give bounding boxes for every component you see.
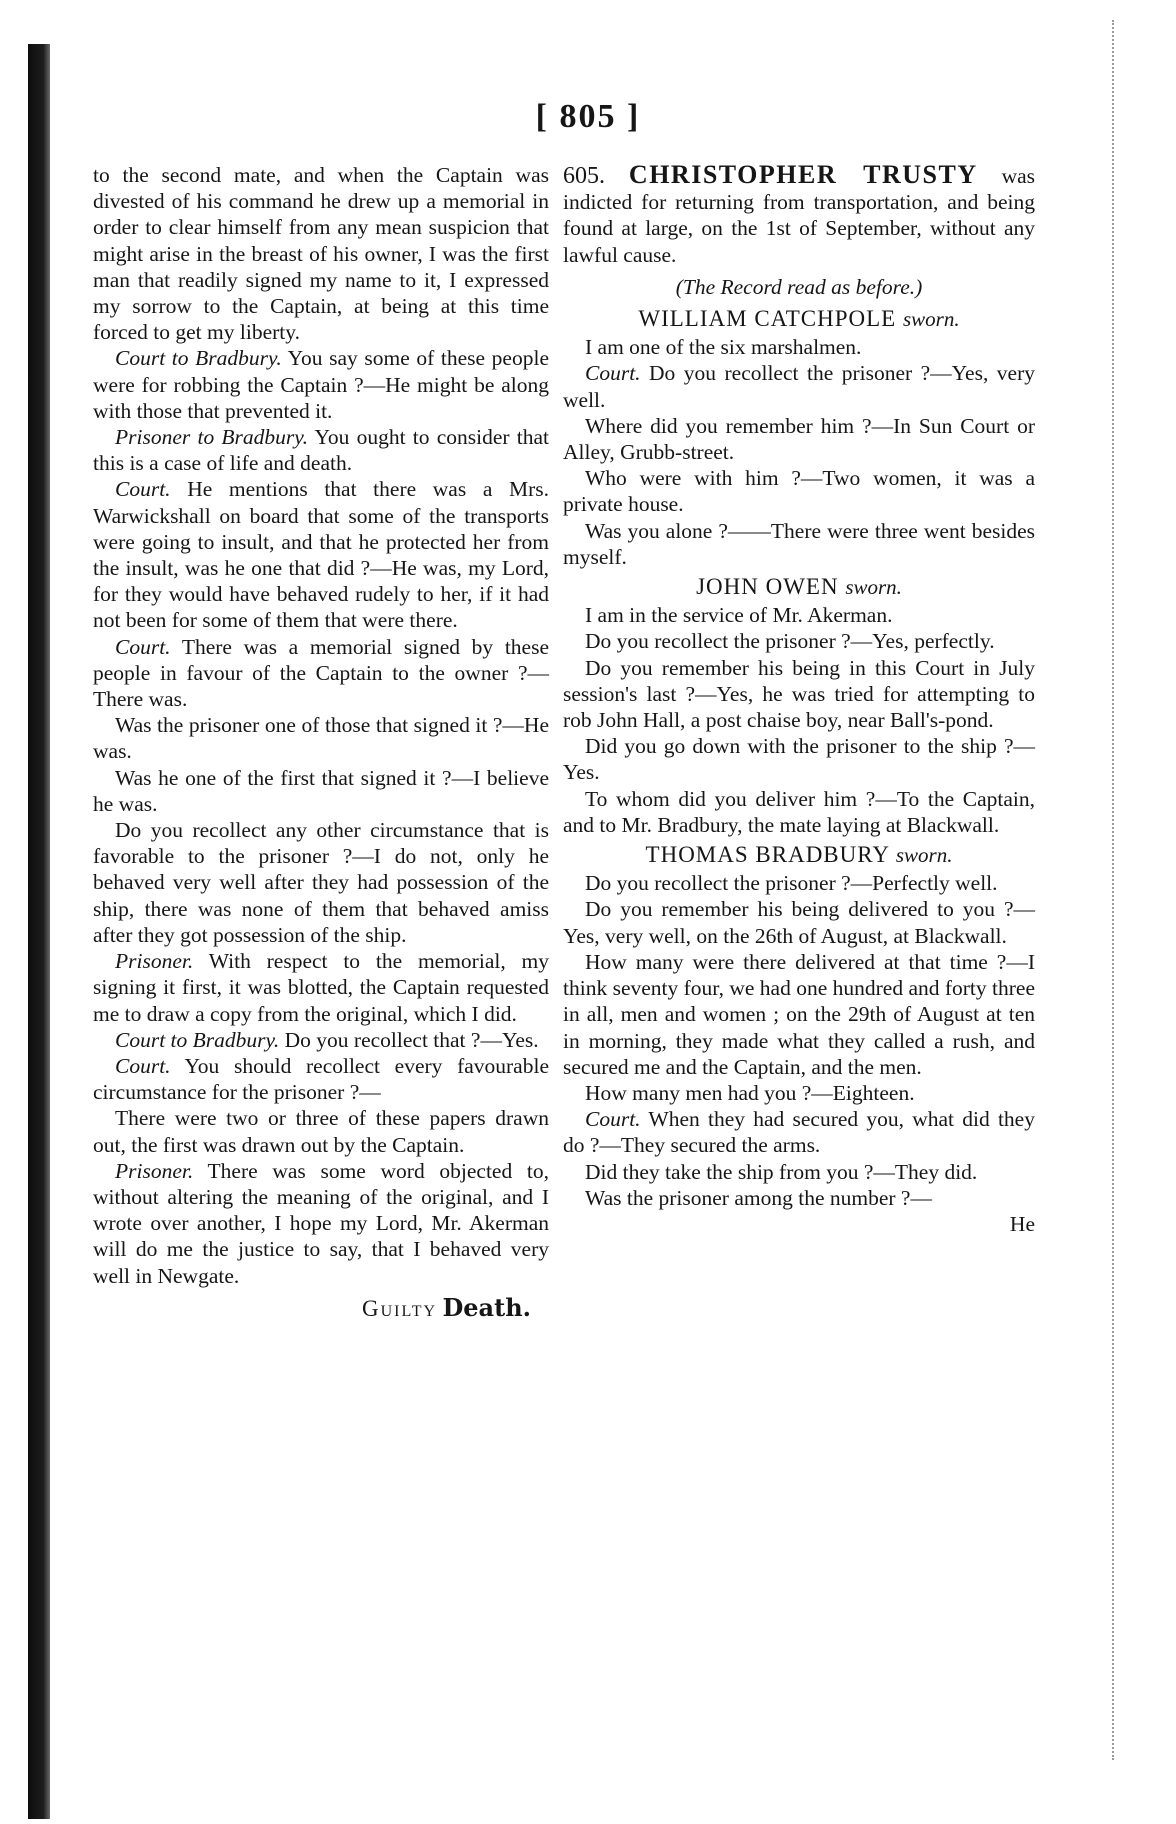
witness-name: THOMAS BRADBURY <box>645 842 890 868</box>
paragraph <box>93 712 549 764</box>
indictment-text: was indicted for returning from transportation, and being found at large, on the 1st of September, without any lawful cause. <box>563 164 1035 267</box>
testimony-text: How many men had you ?—Eighteen. <box>585 1080 915 1105</box>
paragraph <box>93 345 549 424</box>
testimony-line <box>563 1185 1035 1211</box>
testimony-text: Did you go down with the prisoner to the ship ?—Yes. <box>563 734 1035 785</box>
testimony-text: When they had secured you, what did they do ?—They secured the arms. <box>563 1107 1035 1158</box>
testimony-line <box>563 870 1035 896</box>
testimony-text: Do you recollect the prisoner ?—Yes, perfectly. <box>585 629 995 654</box>
testimony-text: Did they take the ship from you ?—They did. <box>585 1159 978 1184</box>
speaker-label: Prisoner to Bradbury. <box>115 425 309 450</box>
sworn-label: sworn. <box>845 575 902 600</box>
paragraph-text: There was a memorial signed by these people in favour of the Captain to the owner ?—There was. <box>93 634 549 712</box>
speaker-label: Court to Bradbury. <box>115 346 282 371</box>
testimony-text: Do you recollect the prisoner ?—Perfectly well. <box>585 871 998 896</box>
testimony-text: Do you recollect the prisoner ?—Yes, very well. <box>563 361 1035 412</box>
speaker-label: Court. <box>585 1107 641 1132</box>
paragraph <box>93 424 549 476</box>
testimony-text: Who were with him ?—Two women, it was a private house. <box>563 466 1035 517</box>
paragraph-text: There was some word objected to, without altering the meaning of the original, and I wrote over another, I hope my Lord, Mr. Akerman will do me the justice to say, that I behaved very well in Newgate. <box>93 1158 549 1288</box>
testimony-line <box>563 465 1035 517</box>
verdict-guilty: Guilty <box>361 1295 438 1321</box>
sworn-label: sworn. <box>895 843 953 868</box>
speaker-label: Court. <box>115 1053 171 1078</box>
catchword: He <box>1009 1211 1035 1236</box>
testimony-line <box>563 1106 1035 1158</box>
testimony-line <box>563 334 1035 360</box>
paragraph <box>93 476 549 633</box>
testimony-text: Do you remember his being delivered to you ?—Yes, very well, on the 26th of August, at Blackwall. <box>563 897 1035 948</box>
paragraph <box>93 1027 549 1053</box>
testimony-text: To whom did you deliver him ?—To the Captain, and to Mr. Bradbury, the mate laying at Blackwall. <box>563 786 1035 837</box>
paragraph <box>93 765 549 817</box>
paragraph-text: He mentions that there was a Mrs. Warwickshall on board that some of the transports were going to insult, and that he protected her from the insult, was he one that did ?—He was, my Lord, for they would have behaved rudely to her, if it had not been for some of them that were there. <box>93 477 550 633</box>
testimony-line <box>563 1080 1035 1106</box>
testimony-line <box>563 949 1035 1080</box>
paragraph <box>93 162 549 345</box>
speaker-label: Court. <box>115 634 171 659</box>
testimony-line <box>563 413 1035 465</box>
paragraph <box>93 948 549 1027</box>
testimony-line <box>563 733 1035 785</box>
testimony-line <box>563 628 1035 654</box>
paragraph-text: Do you recollect any other circumstance that is favorable to the prisoner ?—I do not, only he behaved very well after they had possession of the ship, there was none of them that behaved amiss after they got possession of the ship. <box>93 818 549 947</box>
witness-heading <box>563 574 1035 600</box>
testimony-text: Where did you remember him ?—In Sun Court or Alley, Grubb-street. <box>563 413 1035 465</box>
sworn-label: sworn. <box>902 307 960 332</box>
paragraph-text: There were two or three of these papers drawn out, the first was drawn out by the Captain. <box>93 1106 549 1157</box>
testimony-line <box>563 786 1035 838</box>
paragraph-text: Was the prisoner one of those that signed it ?—He was. <box>93 713 549 764</box>
witness-heading <box>563 306 1035 332</box>
testimony-line <box>563 655 1035 734</box>
testimony-text: How many were there delivered at that time ?—I think seventy four, we had one hundred and forty three in all, men and women ; on the 29th of August at ten in morning, they made what they called a rush, and secured me and the Captain, and the men. <box>563 949 1035 1079</box>
testimony-text: I am one of the six marshalmen. <box>585 335 862 360</box>
paragraph-text: With respect to the memorial, my signing it first, it was blotted, the Captain requested me to draw a copy from the original, which I did. <box>93 949 549 1026</box>
verdict <box>93 1292 549 1322</box>
testimony-line <box>563 896 1035 948</box>
speaker-label: Prisoner. <box>115 949 194 974</box>
paragraph <box>93 1105 549 1157</box>
paragraph <box>93 1053 549 1105</box>
right-column <box>563 162 1035 1237</box>
binding-shadow <box>28 44 50 1819</box>
testimony-line <box>563 602 1035 628</box>
paragraph-text: Was he one of the first that signed it ?—I believe he was. <box>93 765 549 816</box>
witness-name: JOHN OWEN <box>696 574 839 600</box>
defendant-name: CHRISTOPHER TRUSTY <box>628 160 978 189</box>
record-note: (The Record read as before.) <box>675 274 923 299</box>
testimony-text: Do you remember his being in this Court in July session's last ?—Yes, he was tried for attempting to rob John Hall, a post chaise boy, near Ball's-pond. <box>563 655 1035 733</box>
paragraph-text: Do you recollect that ?—Yes. <box>284 1027 539 1052</box>
testimony-line <box>563 518 1035 570</box>
testimony-line <box>563 1159 1035 1185</box>
page-number: [ 805 ] <box>535 98 641 135</box>
paragraph <box>93 634 549 713</box>
paragraph <box>93 1158 549 1289</box>
witness-name: WILLIAM CATCHPOLE <box>638 306 897 332</box>
speaker-label: Prisoner. <box>115 1158 194 1183</box>
paragraph-text: You should recollect every favourable circumstance for the prisoner ?— <box>93 1053 549 1105</box>
paragraph <box>93 817 549 948</box>
verdict-sentence: Death. <box>442 1292 531 1322</box>
testimony-text: Was the prisoner among the number ?— <box>585 1185 932 1210</box>
testimony-line <box>563 360 1035 412</box>
paragraph-text: You say some of these people were for robbing the Captain ?—He might be along with those that prevented it. <box>93 346 549 423</box>
page-edge <box>1112 20 1116 1760</box>
paragraph-text: You ought to consider that this is a case of life and death. <box>93 425 550 476</box>
paragraph-text: to the second mate, and when the Captain was divested of his command he drew up a memorial in order to clear himself from any mean suspicion that might arise in the breast of his owner, I was the first man that readily signed my name to it, I expressed my sorrow to the Captain, at being at this time forced to get my liberty. <box>93 163 549 345</box>
speaker-label: Court. <box>115 477 171 502</box>
testimony-text: Was you alone ?——There were three went besides myself. <box>563 518 1035 569</box>
left-column <box>93 162 549 1322</box>
case-number: 605. <box>563 163 605 189</box>
speaker-label: Court. <box>585 361 641 386</box>
testimony-text: I am in the service of Mr. Akerman. <box>585 603 893 628</box>
case-heading <box>563 162 1035 268</box>
speaker-label: Court to Bradbury. <box>115 1027 280 1052</box>
witness-heading <box>563 842 1035 868</box>
